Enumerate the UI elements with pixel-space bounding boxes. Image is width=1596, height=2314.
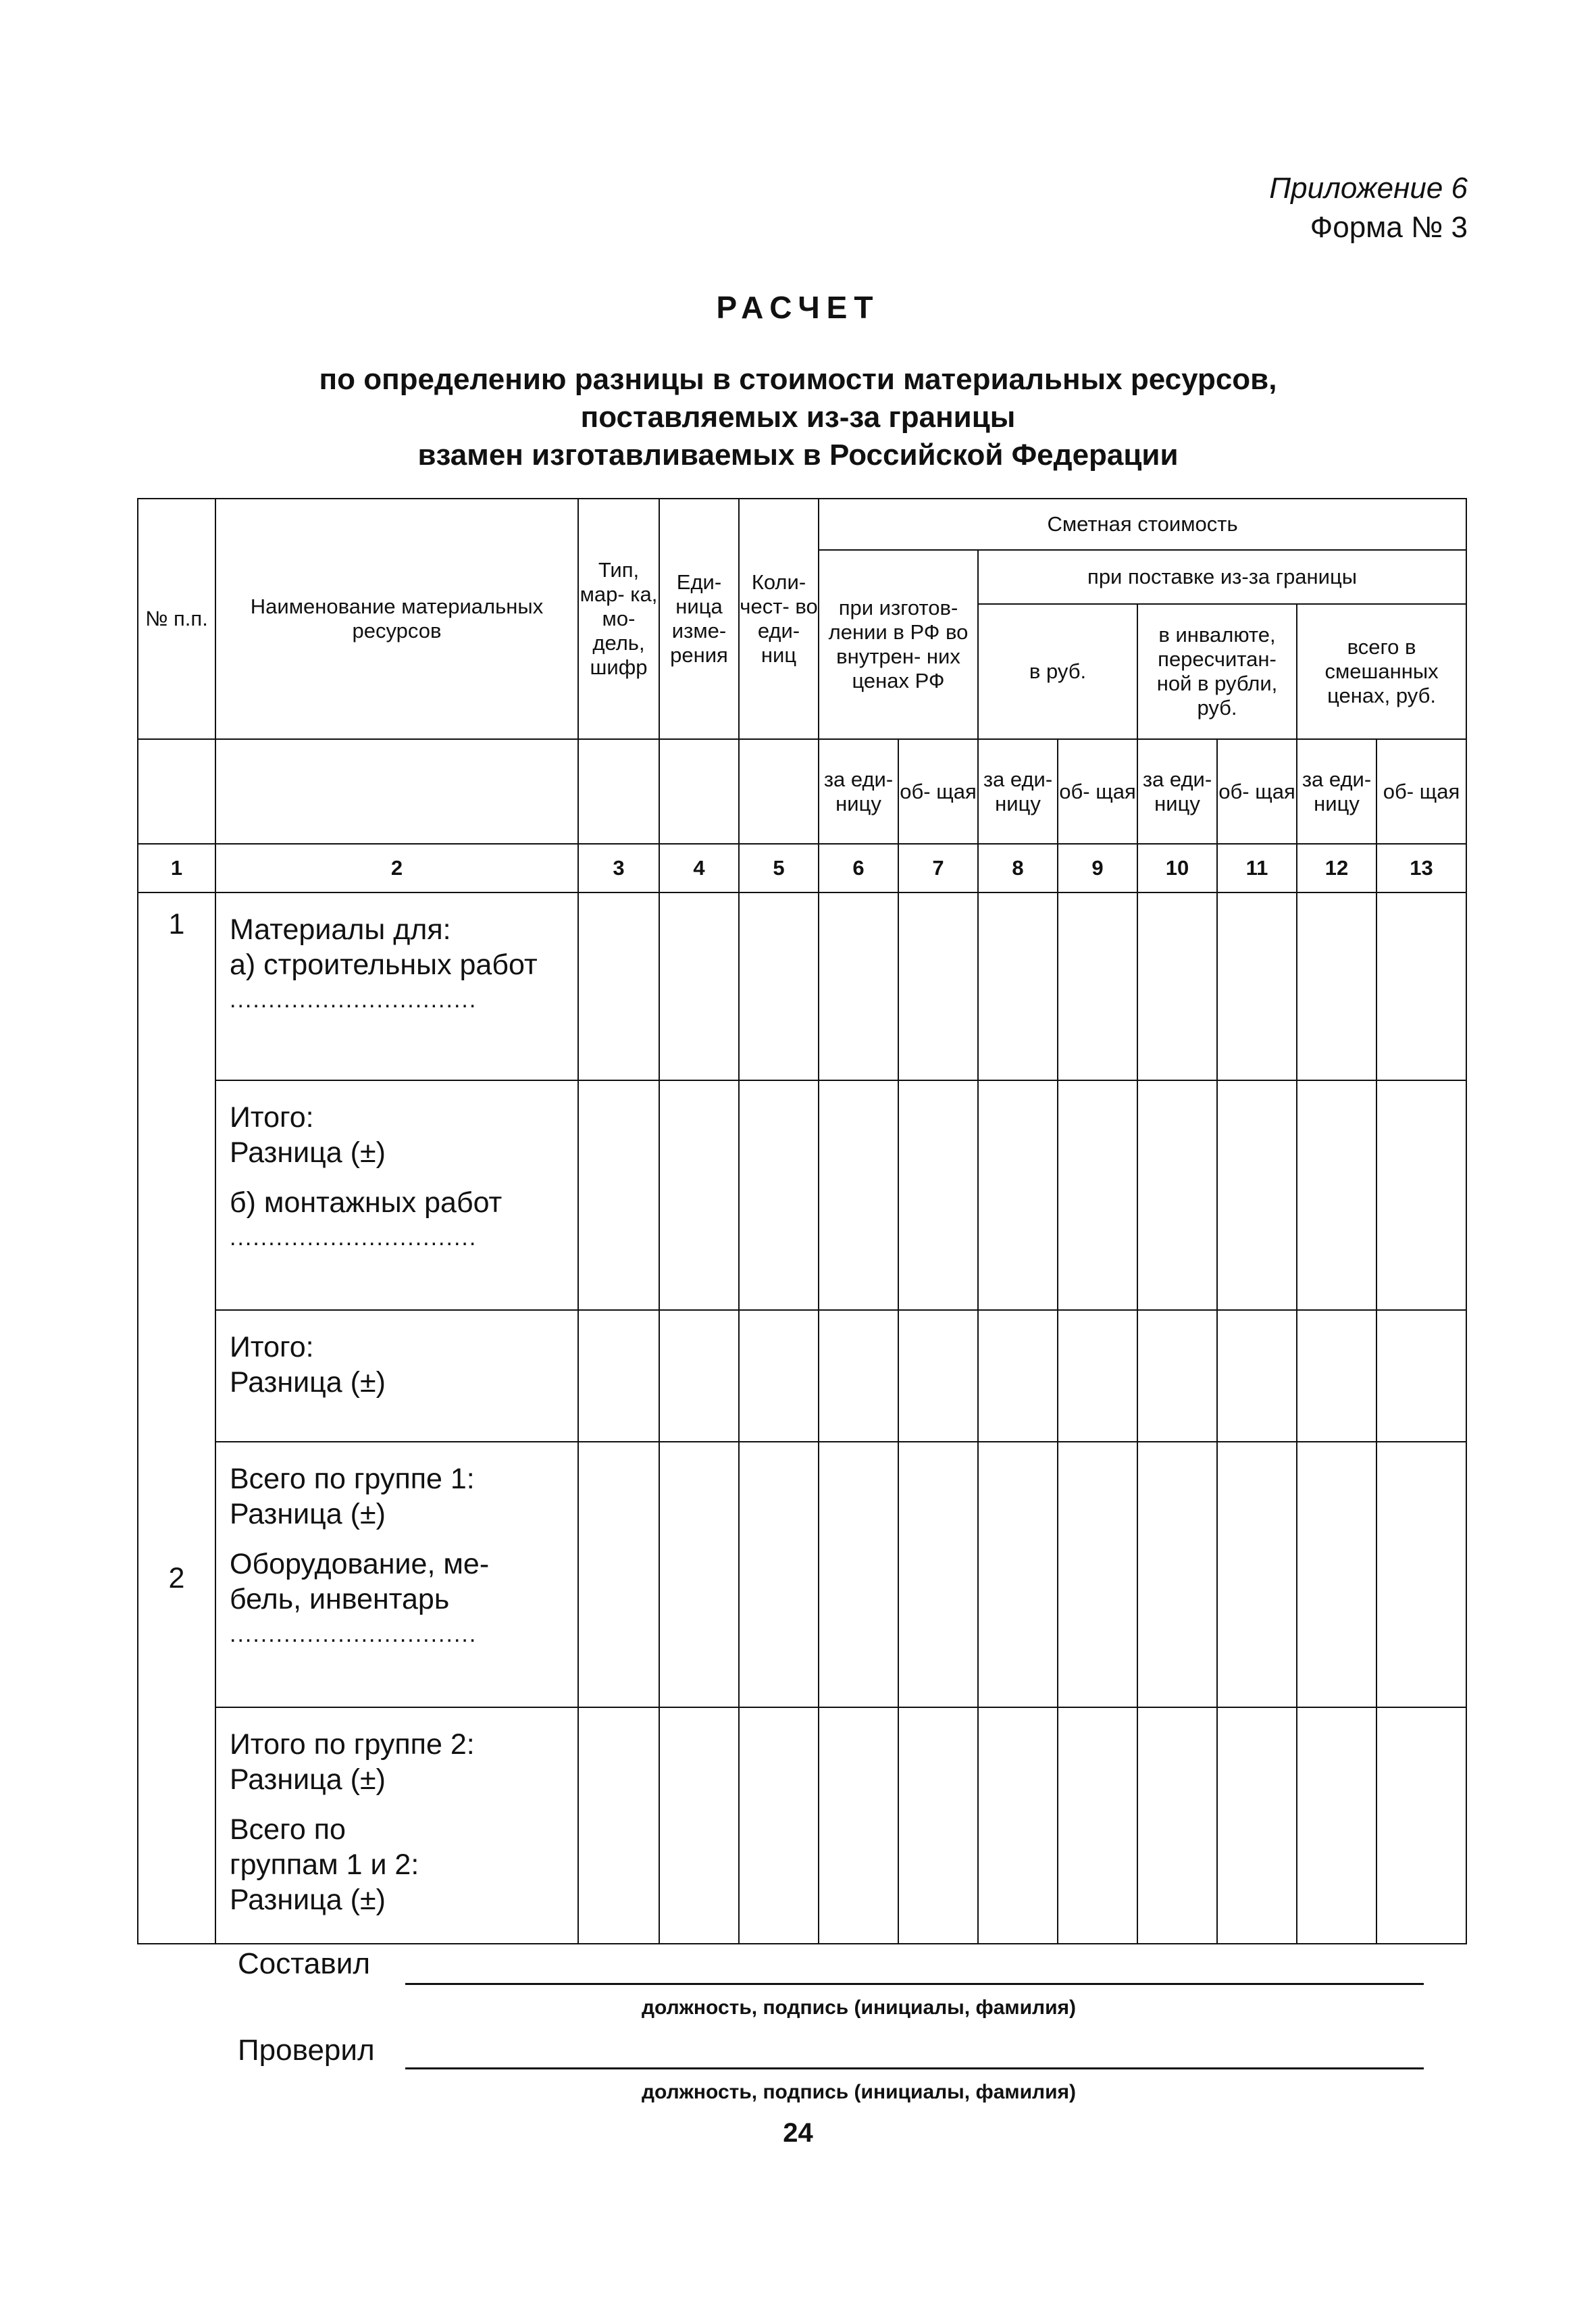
header-empty [739, 739, 819, 844]
cell [898, 1707, 978, 1944]
table-row [138, 1707, 1466, 1944]
cell [978, 1707, 1058, 1944]
cell [739, 1707, 819, 1944]
cell [819, 892, 898, 1080]
cell [1297, 892, 1376, 1080]
col-number: 3 [578, 844, 659, 892]
col-number: 7 [898, 844, 978, 892]
row-line: Итого: [230, 1101, 314, 1134]
cell [819, 1080, 898, 1310]
row-line: Разница (±) [230, 1498, 386, 1530]
cell [1297, 1080, 1376, 1310]
cell [1217, 1080, 1297, 1310]
row-line: Оборудование, ме- [230, 1548, 490, 1580]
table-row [138, 1080, 1466, 1310]
cell [1058, 1080, 1137, 1310]
cell [1137, 1310, 1217, 1442]
row-dots: ................................ [230, 1225, 478, 1251]
cell [898, 1080, 978, 1310]
cell [978, 892, 1058, 1080]
compiled-label: Составил [238, 1947, 371, 1980]
header-total: об- щая [898, 739, 978, 844]
col-number: 1 [138, 844, 215, 892]
header-empty [659, 739, 739, 844]
header-name: Наименование материальных ресурсов [215, 499, 578, 739]
col-number: 11 [1217, 844, 1297, 892]
cell [1058, 1310, 1137, 1442]
appendix-label: Приложение 6 [1269, 172, 1468, 205]
cell [659, 892, 739, 1080]
cell [1217, 892, 1297, 1080]
row-line: Итого по группе 2: [230, 1728, 475, 1761]
row-line: б) монтажных работ [230, 1186, 503, 1219]
row-number [138, 1080, 215, 1310]
form-label: Форма № 3 [1310, 211, 1468, 244]
cell [1376, 1310, 1466, 1442]
header-empty [578, 739, 659, 844]
row-label [215, 1080, 578, 1310]
header-estimate: Сметная стоимость [819, 499, 1466, 550]
row-number-cell [138, 1442, 215, 1707]
header-per-unit: за еди- ницу [819, 739, 898, 844]
row-label [215, 1442, 578, 1707]
cell [659, 1442, 739, 1707]
page-number: 24 [783, 2118, 813, 2148]
cell [659, 1080, 739, 1310]
header-total: об- щая [1058, 739, 1137, 844]
row-line: Материалы для: [230, 913, 451, 946]
row-line: Разница (±) [230, 1366, 386, 1399]
header-rub: в руб. [978, 604, 1137, 739]
header-mixed: всего в смешанных ценах, руб. [1297, 604, 1466, 739]
subtitle-line: поставляемых из-за границы [580, 401, 1016, 434]
cell [1376, 892, 1466, 1080]
cell [978, 1310, 1058, 1442]
col-number: 5 [739, 844, 819, 892]
cell [659, 1707, 739, 1944]
cell [978, 1442, 1058, 1707]
row-line: Разница (±) [230, 1763, 386, 1796]
header-per-unit: за еди- ницу [978, 739, 1058, 844]
cell [1297, 1442, 1376, 1707]
header-empty [138, 739, 215, 844]
header-qty: Коли- чест- во еди- ниц [739, 499, 819, 739]
subtitle-line: по определению разницы в стоимости материальных ресурсов, [319, 363, 1277, 396]
header-total: об- щая [1217, 739, 1297, 844]
cell [1297, 1310, 1376, 1442]
checked-label: Проверил [238, 2034, 375, 2067]
row-line: Всего по группе 1: [230, 1463, 475, 1495]
header-type: Тип, мар- ка, мо- дель, шифр [578, 499, 659, 739]
header-empty [215, 739, 578, 844]
header-per-unit: за еди- ницу [1297, 739, 1376, 844]
row-label [215, 1707, 578, 1944]
cell [578, 1442, 659, 1707]
cell [1058, 1442, 1137, 1707]
cell [898, 1310, 978, 1442]
cell [1376, 1080, 1466, 1310]
row-number: 1 [138, 892, 215, 1080]
col-number: 12 [1297, 844, 1376, 892]
cell [1058, 1707, 1137, 1944]
compiled-caption: должность, подпись (инициалы, фамилия) [641, 1996, 1077, 2019]
col-number: 8 [978, 844, 1058, 892]
cell [978, 1080, 1058, 1310]
header-unit: Еди- ница изме- рения [659, 499, 739, 739]
header-domestic: при изготов- лении в РФ во внутрен- них ценах РФ [819, 550, 978, 739]
row-label [215, 892, 578, 1080]
row-line: Разница (±) [230, 1136, 386, 1169]
col-number: 9 [1058, 844, 1137, 892]
header-per-unit: за еди- ницу [1137, 739, 1217, 844]
row-label [215, 1310, 578, 1442]
cell [1137, 1707, 1217, 1944]
row-line: а) строительных работ [230, 949, 538, 981]
col-number: 2 [215, 844, 578, 892]
cell [578, 1707, 659, 1944]
cell [819, 1707, 898, 1944]
cell [739, 1080, 819, 1310]
row-dots: ................................ [230, 1621, 478, 1647]
cell [1376, 1442, 1466, 1707]
cell [1058, 892, 1137, 1080]
cell [659, 1310, 739, 1442]
cell [898, 1442, 978, 1707]
document-subtitle [0, 361, 1596, 474]
cell [1217, 1707, 1297, 1944]
cell [739, 1442, 819, 1707]
cell [1217, 1310, 1297, 1442]
cell [1137, 1442, 1217, 1707]
row-line: Всего по [230, 1813, 346, 1846]
header-currency: в инвалюте, пересчитан- ной в рубли, руб. [1137, 604, 1297, 739]
cell [1217, 1442, 1297, 1707]
cell [739, 1310, 819, 1442]
cell [1376, 1707, 1466, 1944]
row-line: бель, инвентарь [230, 1583, 450, 1615]
cell [1297, 1707, 1376, 1944]
row-line: группам 1 и 2: [230, 1848, 419, 1881]
col-number: 6 [819, 844, 898, 892]
cell [1137, 892, 1217, 1080]
row-dots: ................................ [230, 987, 478, 1013]
table-row [138, 1442, 1466, 1707]
document-title: РАСЧЕТ [716, 290, 880, 325]
row-number [138, 1310, 215, 1442]
col-number: 4 [659, 844, 739, 892]
appendix-block [1269, 169, 1468, 247]
header-total: об- щая [1376, 739, 1466, 844]
row-number [138, 1707, 215, 1944]
cell [1137, 1080, 1217, 1310]
table-row [138, 1310, 1466, 1442]
cell [819, 1442, 898, 1707]
row-number: 2 [168, 1562, 185, 1594]
col-number: 13 [1376, 844, 1466, 892]
cell [578, 1080, 659, 1310]
subtitle-line: взамен изготавливаемых в Российской Федерации [417, 438, 1179, 472]
cell [898, 892, 978, 1080]
row-line: Итого: [230, 1331, 314, 1363]
cell [578, 1310, 659, 1442]
col-number: 10 [1137, 844, 1217, 892]
checked-caption: должность, подпись (инициалы, фамилия) [641, 2081, 1077, 2103]
header-num: № п.п. [138, 499, 215, 739]
header-import: при поставке из-за границы [978, 550, 1466, 604]
compiled-signature-line[interactable] [405, 1983, 1424, 1985]
cell [578, 892, 659, 1080]
table-row [138, 892, 1466, 1080]
calculation-table [137, 498, 1467, 1944]
cell [819, 1310, 898, 1442]
checked-signature-line[interactable] [405, 2067, 1424, 2069]
cell [739, 892, 819, 1080]
row-line: Разница (±) [230, 1884, 386, 1916]
